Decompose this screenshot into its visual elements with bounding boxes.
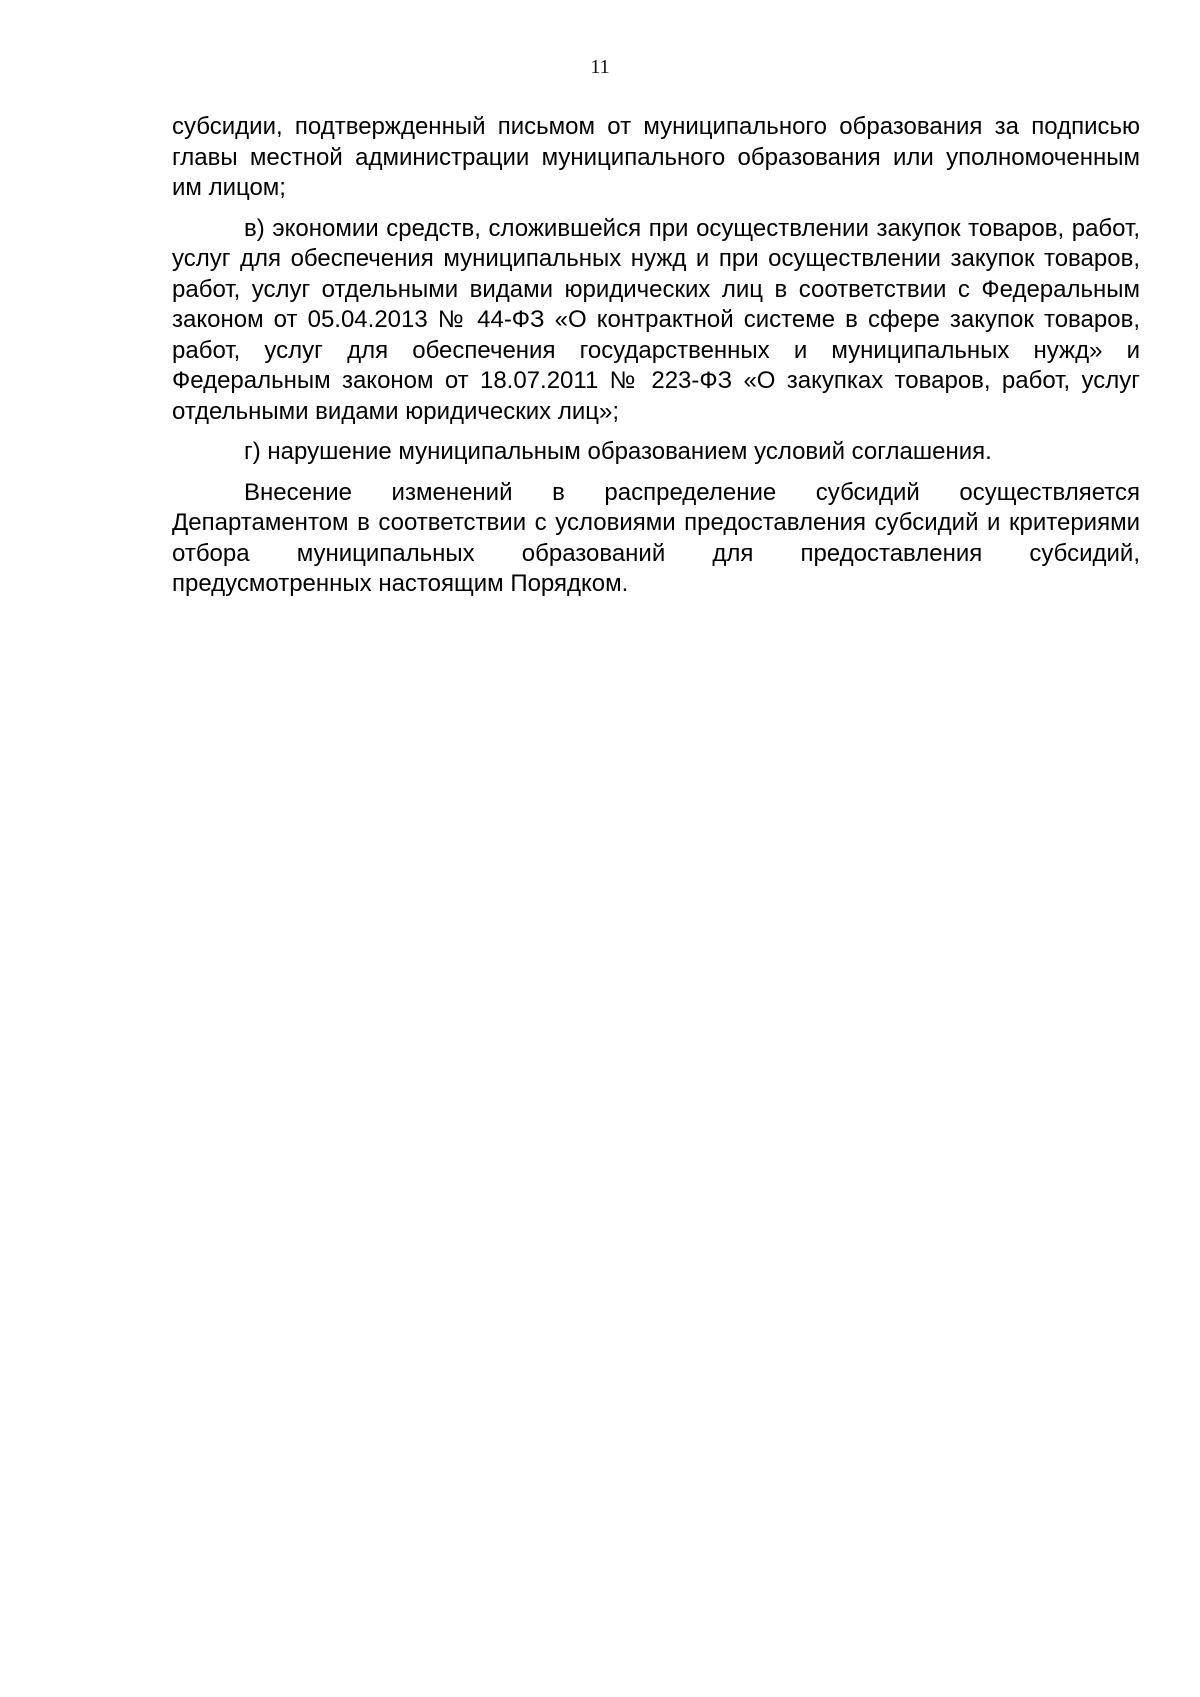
paragraph-item-v: в) экономии средств, сложившейся при осуществлении закупок товаров, работ, услуг для обеспечения муниципальных нужд и при осуществлении закупок товаров, работ, услуг отдельными видами юридических лиц в соответствии с Федеральным законом от 05.04.2013 № 44-ФЗ «О контрактной системе в сфере закупок товаров, работ, услуг для обеспечения государственных и муниципальных нужд» и Федеральным законом от 18.07.2011 № 223-ФЗ «О закупках товаров, работ, услуг отдельными видами юридических лиц»; xyxy=(172,214,1140,425)
paragraph-item-g: г) нарушение муниципальным образованием условий соглашения. xyxy=(244,438,992,465)
document-body xyxy=(172,112,1140,610)
paragraph-subsidy-letter: субсидии, подтвержденный письмом от муниципального образования за подписью главы местной администрации муниципального образования или уполномоченным им лицом; xyxy=(172,113,1140,201)
paragraph-changes: Внесение изменений в распределение субсидий осуществляется Департаментом в соответствии с условиями предоставления субсидий и критериями отбора муниципальных образований для предоставления субсидий, предусмотренных настоящим Порядком. xyxy=(172,478,1140,597)
page-number: 11 xyxy=(590,56,610,78)
